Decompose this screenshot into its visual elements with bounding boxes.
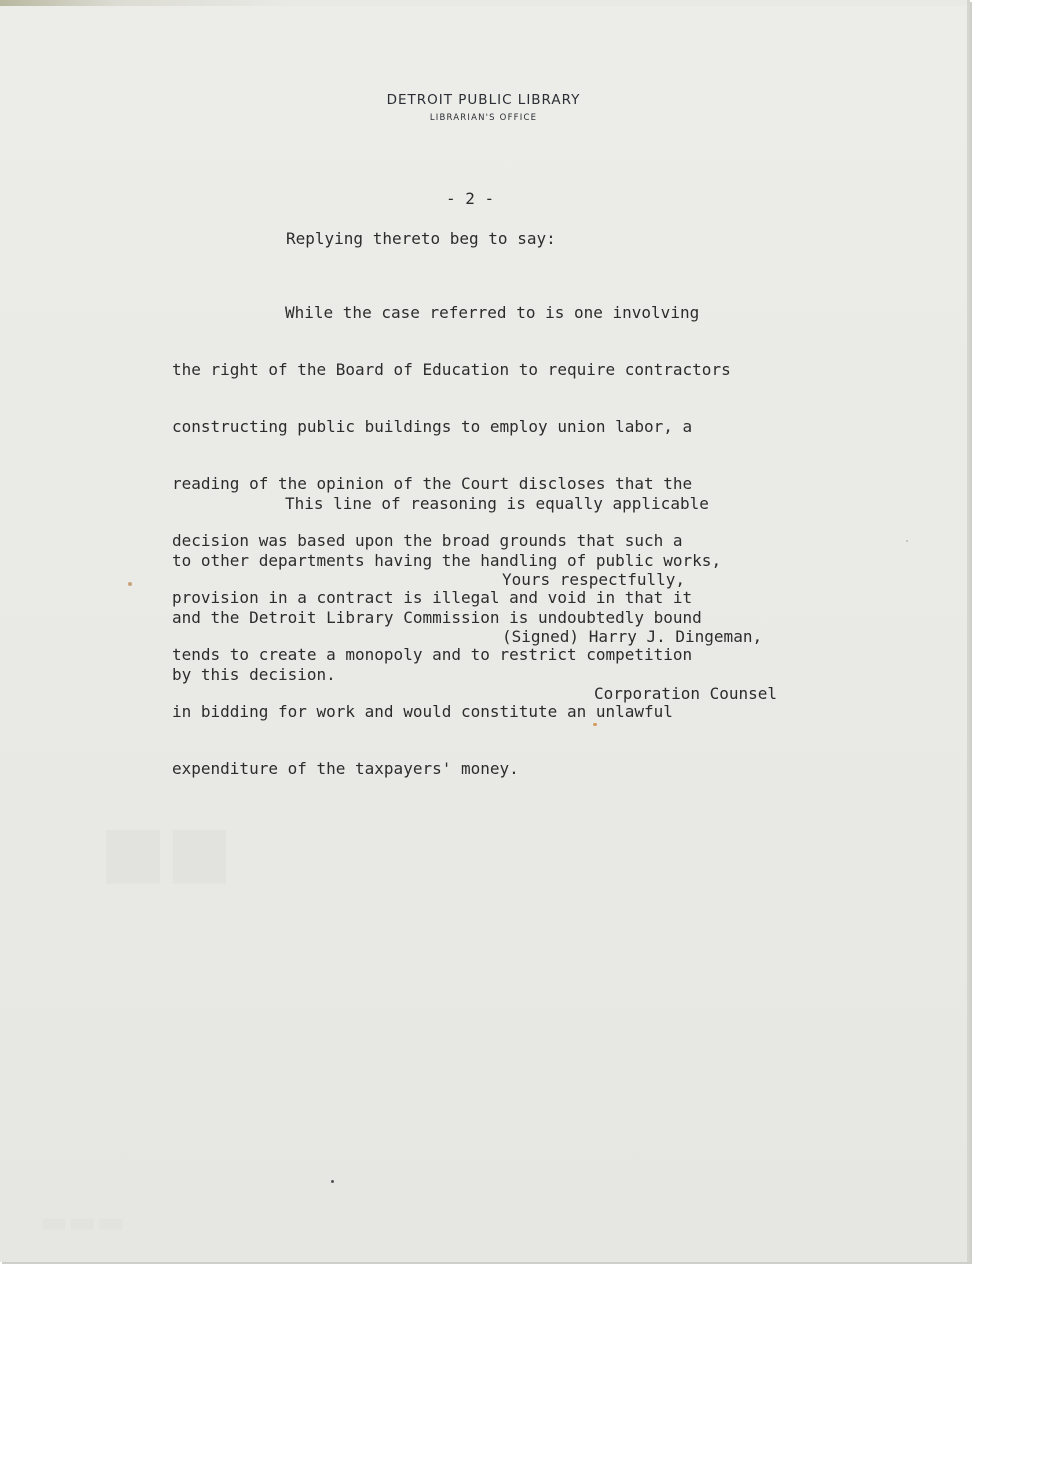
paragraph-1-line: constructing public buildings to employ union labor, a <box>172 417 693 436</box>
letterhead <box>0 92 967 123</box>
paragraph-1-line: While the case referred to is one involving <box>285 303 700 322</box>
closing-block <box>502 532 777 741</box>
paragraph-2-line: by this decision. <box>172 665 336 684</box>
page-number: - 2 - <box>446 189 495 208</box>
paragraph-2-line: to other departments having the handling of public works, <box>172 551 722 570</box>
paragraph-1-line: provision in a contract is illegal and void in that it <box>172 588 693 607</box>
paragraph-1-line: in bidding for work and would constitute an unlawful <box>172 702 673 721</box>
paragraph-2-line: This line of reasoning is equally applicable <box>285 494 709 513</box>
bleed-through-mark: ■■ <box>100 810 233 892</box>
paper-speck <box>593 723 597 726</box>
paragraph-1-line: decision was based upon the broad grounds that such a <box>172 531 683 550</box>
letterhead-office: LIBRARIAN'S OFFICE <box>429 113 538 123</box>
valediction: Yours respectfully, <box>502 570 686 589</box>
sheet-top-edge <box>0 0 967 6</box>
paragraph-1-line: expenditure of the taxpayers' money. <box>172 759 519 778</box>
paragraph-2-line: and the Detroit Library Commission is undoubtedly bound <box>172 608 702 627</box>
paper-speck <box>128 582 132 586</box>
paragraph-1-line: reading of the opinion of the Court discloses that the <box>172 474 693 493</box>
letterhead-institution: DETROIT PUBLIC LIBRARY <box>386 92 581 108</box>
bleed-through-mark: ▬▬▬ <box>40 1205 126 1240</box>
signature-line: (Signed) Harry J. Dingeman, <box>502 627 763 646</box>
paragraph-1-line: tends to create a monopoly and to restrict competition <box>172 645 693 664</box>
paragraph-1-line: the right of the Board of Education to require contractors <box>172 360 731 379</box>
signatory-title: Corporation Counsel <box>594 684 778 703</box>
paper-speck <box>331 1180 334 1183</box>
opening-line: Replying thereto beg to say: <box>286 229 556 248</box>
paper-speck <box>906 540 908 542</box>
